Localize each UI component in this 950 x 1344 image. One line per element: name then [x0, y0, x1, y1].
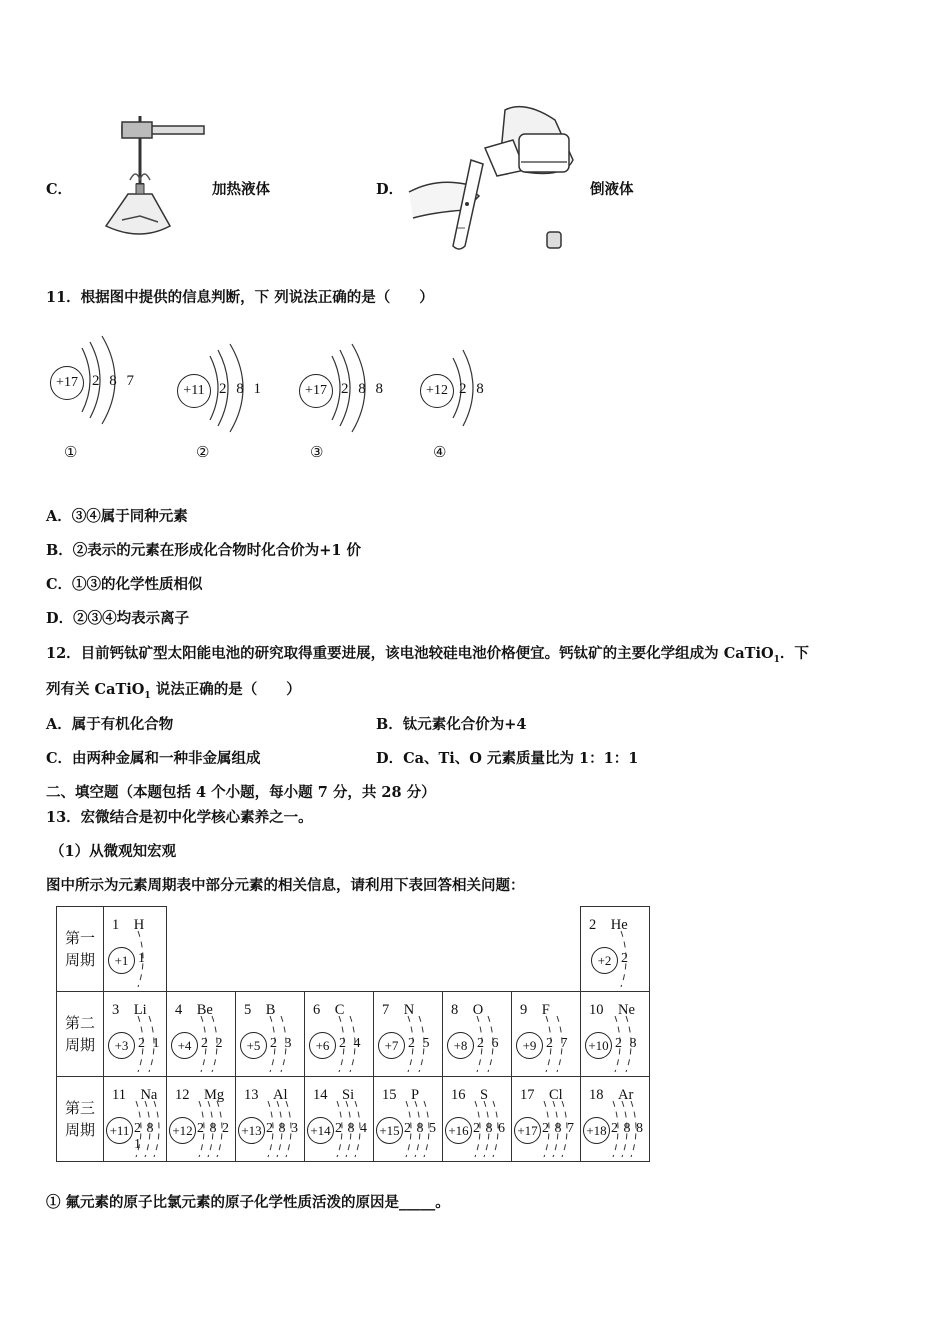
electron-shell-arc — [553, 1101, 558, 1157]
element-cell: 15 P +15 2 8 5 — [374, 1077, 443, 1162]
electron-shell-arc — [136, 1101, 141, 1157]
element-cell: 9 F +9 2 7 — [512, 992, 581, 1077]
element-cell: 7 N +7 2 5 — [374, 992, 443, 1077]
period-row-1 — [57, 907, 650, 992]
option-d-caption: 倒液体 — [590, 181, 634, 198]
electron-shell-arc — [477, 1016, 482, 1072]
electron-shell-arc — [138, 931, 143, 987]
q12-option-b: B．钛元素化合价为+4 — [376, 716, 527, 733]
period-row-2 — [57, 992, 650, 1077]
element-cell: 11 Na +11 2 8 1 — [104, 1077, 167, 1162]
electron-shell-arc — [350, 1016, 355, 1072]
electron-config: 2 8 8 — [341, 381, 386, 397]
electron-shell-arcs — [611, 1014, 671, 1074]
electron-shell-arc — [493, 1101, 498, 1157]
atom-label: ② — [196, 445, 210, 461]
q11-option-c: C．①③的化学性质相似 — [46, 576, 203, 593]
element-cell: 5 B +5 2 3 — [236, 992, 305, 1077]
q12-stem-line2: 列有关 CaTiO$_1$ 说法正确的是（ ） — [46, 681, 301, 701]
pouring-liquid-illustration — [405, 100, 585, 252]
electron-shell-arc — [208, 1101, 213, 1157]
element-cell: 16 S +16 2 8 6 — [443, 1077, 512, 1162]
electron-config: 2 8 1 — [219, 381, 264, 397]
electron-config: 2 8 7 — [92, 373, 137, 389]
electron-shell-arc — [544, 1101, 549, 1157]
q13-question-1: ① 氟元素的原子比氯元素的原子化学性质活泼的原因是_____。 — [46, 1194, 450, 1211]
electron-shell-arc — [419, 1016, 424, 1072]
nucleus: +17 — [50, 366, 84, 400]
electron-shell-arc — [339, 1016, 344, 1072]
electron-shell-arc — [212, 1016, 217, 1072]
electron-shell-arc — [145, 1101, 150, 1157]
element-cell: 14 Si +14 2 8 4 — [305, 1077, 374, 1162]
q11-stem: 11．根据图中提供的信息判断，下 列说法正确的是（ ） — [46, 289, 434, 306]
electron-shell-arc — [621, 931, 626, 987]
electron-shell-arc — [346, 1101, 351, 1157]
electron-shell-arc — [217, 1101, 222, 1157]
electron-shell-arc — [201, 1016, 206, 1072]
electron-shell-arc — [415, 1101, 420, 1157]
electron-shell-arc — [154, 1101, 159, 1157]
q11-option-a: A．③④属于同种元素 — [46, 508, 188, 525]
q11-option-d: D．②③④均表示离子 — [46, 610, 190, 627]
element-cell: 12 Mg +12 2 8 2 — [167, 1077, 236, 1162]
atom-label: ① — [64, 445, 78, 461]
electron-shell-arc — [488, 1016, 493, 1072]
electron-shell-arcs — [609, 1099, 669, 1159]
atom-label: ③ — [310, 445, 324, 461]
electron-shell-arc — [546, 1016, 551, 1072]
q12-stem-line1: 12．目前钙钛矿型太阳能电池的研究取得重要进展，该电池较硅电池价格便宜。钙钛矿的主要化学组成为 CaTiO$_1$．下 — [46, 645, 809, 665]
q12-option-d: D．Ca、Ti、O 元素质量比为 1：1：1 — [376, 750, 639, 767]
electron-shell-arc — [268, 1101, 273, 1157]
element-cell: 1 H +1 1 — [104, 907, 167, 992]
electron-shell-arc — [337, 1101, 342, 1157]
element-cell: 3 Li +3 2 1 — [104, 992, 167, 1077]
electron-shell-arc — [286, 1101, 291, 1157]
element-cell: 17 Cl +17 2 8 7 — [512, 1077, 581, 1162]
nucleus: +12 — [420, 374, 454, 408]
electron-config: 2 8 — [459, 381, 487, 397]
electron-shell-arc — [615, 1016, 620, 1072]
electron-shell-arc — [557, 1016, 562, 1072]
electron-shell-arc — [199, 1101, 204, 1157]
electron-shell-arc — [408, 1016, 413, 1072]
electron-shell-arc — [138, 1016, 143, 1072]
electron-shell-arc — [270, 1016, 275, 1072]
element-cell: 13 Al +13 2 8 3 — [236, 1077, 305, 1162]
element-cell: 8 O +8 2 6 — [443, 992, 512, 1077]
option-c-letter: C． — [46, 181, 73, 198]
element-cell: 2 He +2 2 — [581, 907, 650, 992]
electron-shell-arc — [475, 1101, 480, 1157]
nucleus: +17 — [299, 374, 333, 408]
period-label: 第三周期 — [57, 1077, 104, 1162]
element-cell: 4 Be +4 2 2 — [167, 992, 236, 1077]
q11-option-b: B．②表示的元素在形成化合物时化合价为+1 价 — [46, 542, 362, 559]
q12-option-a: A．属于有机化合物 — [46, 716, 174, 733]
electron-shell-arc — [631, 1101, 636, 1157]
nucleus: +11 — [177, 374, 211, 408]
heating-liquid-illustration — [100, 108, 210, 248]
section-heading: 二、填空题（本题包括 4 个小题，每小题 7 分，共 28 分） — [46, 784, 436, 801]
electron-shell-arc — [626, 1016, 631, 1072]
element-cell: 10 Ne +10 2 8 — [581, 992, 650, 1077]
option-d-letter: D． — [376, 181, 404, 198]
electron-shell-arc — [406, 1101, 411, 1157]
q12-option-c: C．由两种金属和一种非金属组成 — [46, 750, 261, 767]
electron-shell-arc — [562, 1101, 567, 1157]
electron-shell-arc — [424, 1101, 429, 1157]
electron-shell-arcs — [617, 929, 677, 989]
electron-shell-arc — [484, 1101, 489, 1157]
electron-shell-arc — [277, 1101, 282, 1157]
electron-shell-arc — [355, 1101, 360, 1157]
period-label: 第二周期 — [57, 992, 104, 1077]
electron-shell-arc — [613, 1101, 618, 1157]
q13-part1: （1）从微观知宏观 — [50, 843, 177, 860]
atom-label: ④ — [433, 445, 447, 461]
periodic-table — [56, 906, 650, 1162]
option-c-caption: 加热液体 — [212, 181, 270, 198]
q13-stem: 13．宏微结合是初中化学核心素养之一。 — [46, 809, 313, 826]
electron-shell-arc — [149, 1016, 154, 1072]
table-gap — [167, 907, 581, 992]
element-cell: 18 Ar +18 2 8 8 — [581, 1077, 650, 1162]
electron-shell-arc — [281, 1016, 286, 1072]
electron-shell-arc — [622, 1101, 627, 1157]
period-label: 第一周期 — [57, 907, 104, 992]
element-cell: 6 C +6 2 4 — [305, 992, 374, 1077]
period-row-3 — [57, 1077, 650, 1162]
q13-intro: 图中所示为元素周期表中部分元素的相关信息，请利用下表回答相关问题： — [46, 877, 525, 894]
